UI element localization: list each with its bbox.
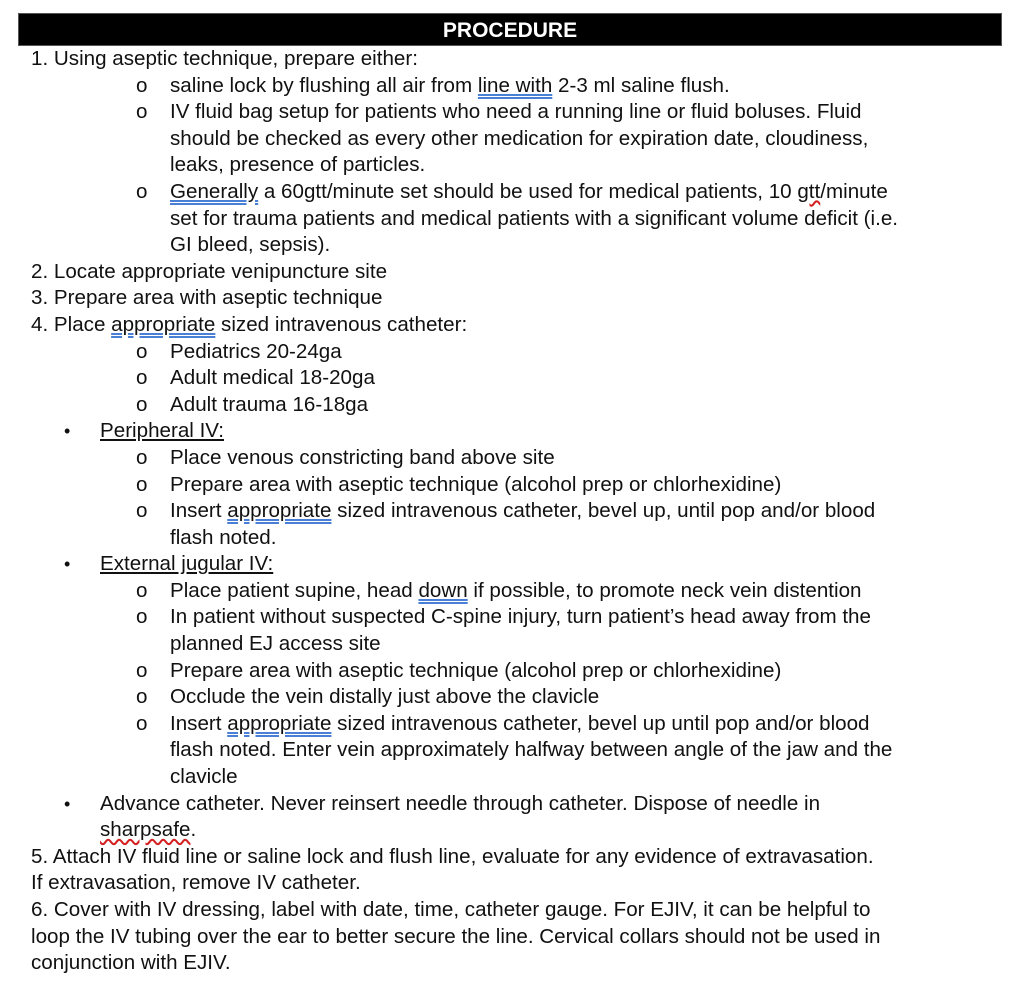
sub-item-cont: should be checked as every other medication for expiration date, cloudiness, [170,126,869,150]
step-6-cont: conjunction with EJIV. [31,951,231,975]
circle-bullet-icon: o [136,685,148,709]
spelling-flag: sharpsafe [100,818,191,842]
sub-item: o Adult trauma 16-18ga [0,392,1024,419]
grammar-flag: line with [477,73,553,97]
circle-bullet-icon: o [136,392,148,416]
circle-bullet-icon: o [136,179,148,203]
circle-bullet-icon: o [136,472,148,496]
sub-item: o Generally a 60gtt/minute set should be used for medical patients, 10 gtt/minute [0,179,1024,206]
sub-item-cont: GI bleed, sepsis). [170,233,331,257]
grammar-flag: appropriate [227,711,332,735]
bullet-icon: • [64,554,71,575]
sub-item: o Insert appropriate sized intravenous catheter, bevel up until pop and/or blood [0,711,1024,738]
bullet-advance-catheter: • Advance catheter. Never reinsert needle through catheter. Dispose of needle in [0,791,1024,818]
sub-item: o Adult medical 18-20ga [0,365,1024,392]
sub-item: o Prepare area with aseptic technique (alcohol prep or chlorhexidine) [0,472,1024,499]
bullet-icon: • [64,793,71,814]
sub-item-cont: flash noted. Enter vein approximately halfway between angle of the jaw and the [170,738,893,762]
step-3: 3. Prepare area with aseptic technique [31,286,383,310]
step-2: 2. Locate appropriate venipuncture site [31,259,388,283]
circle-bullet-icon: o [136,445,148,469]
sub-item: o Place venous constricting band above site [0,445,1024,472]
section-heading: Peripheral IV: [100,419,225,443]
step-5: 5. Attach IV fluid line or saline lock and flush line, evaluate for any evidence of extravasation. [31,844,874,868]
bullet-cont: sharpsafe. [100,818,197,842]
sub-item: o saline lock by flushing all air from line with 2-3 ml saline flush. [0,73,1024,100]
procedure-body [0,46,1024,977]
sub-item: o Occlude the vein distally just above the clavicle [0,684,1024,711]
circle-bullet-icon: o [136,499,148,523]
bullet-peripheral-iv [0,418,1024,445]
procedure-header: PROCEDURE [18,13,1002,46]
circle-bullet-icon: o [136,711,148,735]
circle-bullet-icon: o [136,339,148,363]
step-6: 6. Cover with IV dressing, label with date, time, catheter gauge. For EJIV, it can be helpful to [31,898,871,921]
circle-bullet-icon: o [136,366,148,390]
sub-item-cont: planned EJ access site [170,632,381,656]
circle-bullet-icon: o [136,100,148,124]
sub-item: o Place patient supine, head down if possible, to promote neck vein distention [0,578,1024,605]
bullet-icon: • [64,421,71,442]
sub-item-cont: flash noted. [170,525,277,549]
circle-bullet-icon: o [136,578,148,602]
grammar-flag: down [418,578,468,602]
grammar-flag: Generally [170,179,259,203]
sub-item: o Pediatrics 20-24ga [0,339,1024,366]
sub-item-cont: set for trauma patients and medical patients with a significant volume deficit (i.e. [170,206,899,230]
step-6-cont: loop the IV tubing over the ear to better secure the line. Cervical collars should not be used in [31,924,881,948]
sub-item: o In patient without suspected C-spine injury, turn patient’s head away from the [0,604,1024,631]
grammar-flag: appropriate [227,499,332,523]
sub-item: o Insert appropriate sized intravenous catheter, bevel up, until pop and/or blood [0,498,1024,525]
sub-item-cont: clavicle [170,765,238,789]
circle-bullet-icon: o [136,73,148,97]
sub-item: o Prepare area with aseptic technique (alcohol prep or chlorhexidine) [0,658,1024,685]
circle-bullet-icon: o [136,605,148,629]
step-5-cont: If extravasation, remove IV catheter. [31,871,361,895]
spelling-flag: gtt [797,179,821,203]
step-1: 1. Using aseptic technique, prepare either: [31,47,418,70]
sub-item-cont: leaks, presence of particles. [170,153,426,177]
circle-bullet-icon: o [136,658,148,682]
grammar-flag: appropriate [111,312,216,336]
sub-item: o IV fluid bag setup for patients who need a running line or fluid boluses. Fluid [0,99,1024,126]
section-heading: External jugular IV: [100,552,274,576]
step-4: 4. Place appropriate sized intravenous catheter: [31,312,468,336]
bullet-external-jugular-iv [0,551,1024,578]
